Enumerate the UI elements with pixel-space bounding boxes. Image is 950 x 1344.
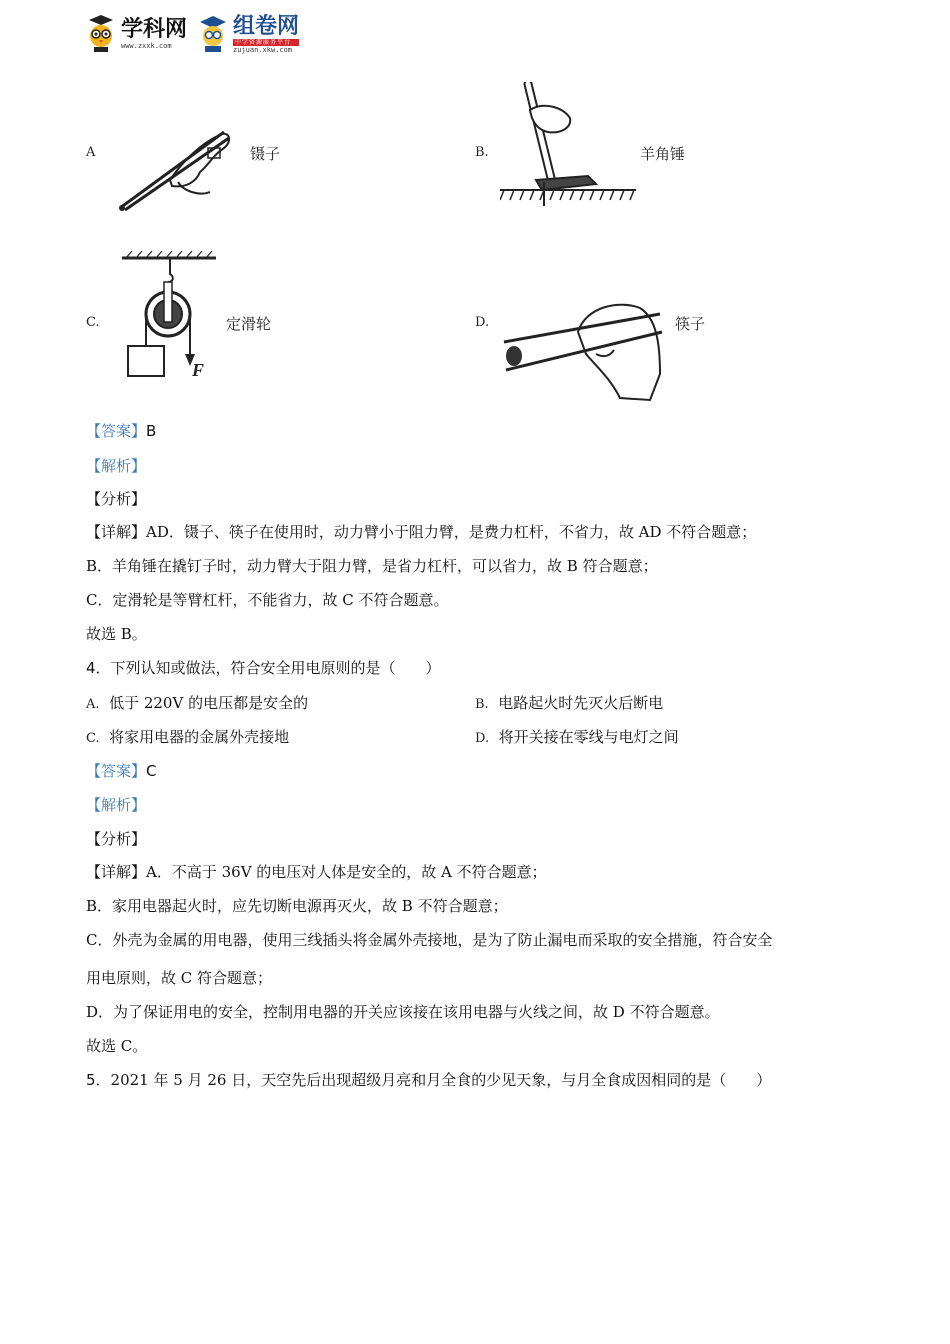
tweezers-figure xyxy=(112,122,237,214)
q4-answer-tag: 【答案】 xyxy=(86,762,147,780)
q4-number: 4 xyxy=(86,659,96,677)
q3-conclusion: 故选 B。 xyxy=(86,625,147,643)
q4-detail-line-2: B．家用电器起火时，应先切断电源再灭火，故 B 不符合题意； xyxy=(86,897,508,915)
logo-xuekewang[interactable] xyxy=(121,18,187,50)
header-logos xyxy=(85,12,299,56)
q4-option-d xyxy=(475,727,679,749)
q4-stem-text: ．下列认知或做法，符合安全用电原则的是（ ） xyxy=(95,659,441,677)
claw-hammer-figure xyxy=(500,82,638,208)
q3-fenxi: 【分析】 xyxy=(86,490,147,508)
q4-detail-line-1: 【详解】A．不高于 36V 的电压对人体是安全的，故 A 不符合题意； xyxy=(86,863,547,881)
logo-zujuanwang-banner: 中学资源服务平台 xyxy=(233,39,299,46)
q4-option-d-text: 将开关接在零线与电灯之间 xyxy=(498,728,679,746)
q4-option-b-letter: B. xyxy=(475,697,489,712)
q4-option-a-letter: A. xyxy=(86,697,100,712)
q4-option-c-letter: C. xyxy=(86,731,100,746)
q4-option-c-text: 将家用电器的金属外壳接地 xyxy=(109,728,290,746)
q5-stem-text: ．2021 年 5 月 26 日，天空先后出现超级月亮和月全食的少见天象，与月全食成因相同的是（ ） xyxy=(95,1071,772,1089)
q3-answer-line xyxy=(86,421,156,441)
option-a-name: 镊子 xyxy=(250,145,281,163)
option-c-name: 定滑轮 xyxy=(226,315,272,333)
q4-option-c xyxy=(86,727,289,749)
option-d-name: 筷子 xyxy=(675,315,706,333)
q4-stem xyxy=(86,658,441,678)
q4-analysis-tag: 【解析】 xyxy=(86,796,147,814)
pulley-force-label: F xyxy=(192,360,205,380)
fixed-pulley-figure xyxy=(118,250,220,382)
q4-conclusion: 故选 C。 xyxy=(86,1037,148,1055)
q3-answer-tag: 【答案】 xyxy=(86,422,147,440)
option-b-name: 羊角锤 xyxy=(640,145,686,163)
q4-option-a xyxy=(86,693,308,715)
q3-detail-line-1: 【详解】AD．镊子、筷子在使用时，动力臂小于阻力臂，是费力杠杆，不省力，故 AD 不符合题意； xyxy=(86,523,757,541)
q4-answer: C xyxy=(146,762,157,780)
option-b-letter: B. xyxy=(475,145,489,160)
q3-analysis-tag: 【解析】 xyxy=(86,457,147,475)
owl-mascot-icon xyxy=(85,14,117,54)
logo-xuekewang-url: www.zxxk.com xyxy=(121,42,172,50)
student-mascot-icon xyxy=(197,14,229,54)
q4-detail-line-3: C．外壳为金属的用电器，使用三线插头将金属外壳接地，是为了防止漏电而采取的安全措施，符合安全 xyxy=(86,931,773,949)
logo-zujuanwang-text: 组卷网 xyxy=(233,13,300,39)
q5-stem xyxy=(86,1070,771,1090)
q4-answer-line xyxy=(86,761,157,781)
option-d-letter: D. xyxy=(475,315,490,330)
logo-zujuanwang-url: zujuan.xkw.com xyxy=(233,45,293,54)
q4-fenxi: 【分析】 xyxy=(86,830,147,848)
q4-option-d-letter: D. xyxy=(475,731,490,746)
option-a-letter: A xyxy=(86,145,96,160)
q3-answer: B xyxy=(146,422,157,440)
logo-xuekewang-text: 学科网 xyxy=(121,17,188,42)
q5-number: 5 xyxy=(86,1071,96,1089)
option-c-letter: C. xyxy=(86,315,100,330)
q4-option-a-text: 低于 220V 的电压都是安全的 xyxy=(109,694,309,712)
q4-detail-line-5: D．为了保证用电的安全，控制用电器的开关应该接在该用电器与火线之间，故 D 不符合题意。 xyxy=(86,1003,720,1021)
q3-detail-line-2: B．羊角锤在撬钉子时，动力臂大于阻力臂，是省力杠杆，可以省力，故 B 符合题意； xyxy=(86,557,658,575)
q4-detail-line-4: 用电原则，故 C 符合题意； xyxy=(86,969,273,987)
q4-option-b xyxy=(475,693,663,715)
chopsticks-figure xyxy=(500,298,666,402)
q3-detail-line-3: C．定滑轮是等臂杠杆，不能省力，故 C 不符合题意。 xyxy=(86,591,449,609)
logo-zujuanwang[interactable] xyxy=(233,15,299,54)
q4-option-b-text: 电路起火时先灭火后断电 xyxy=(498,694,664,712)
